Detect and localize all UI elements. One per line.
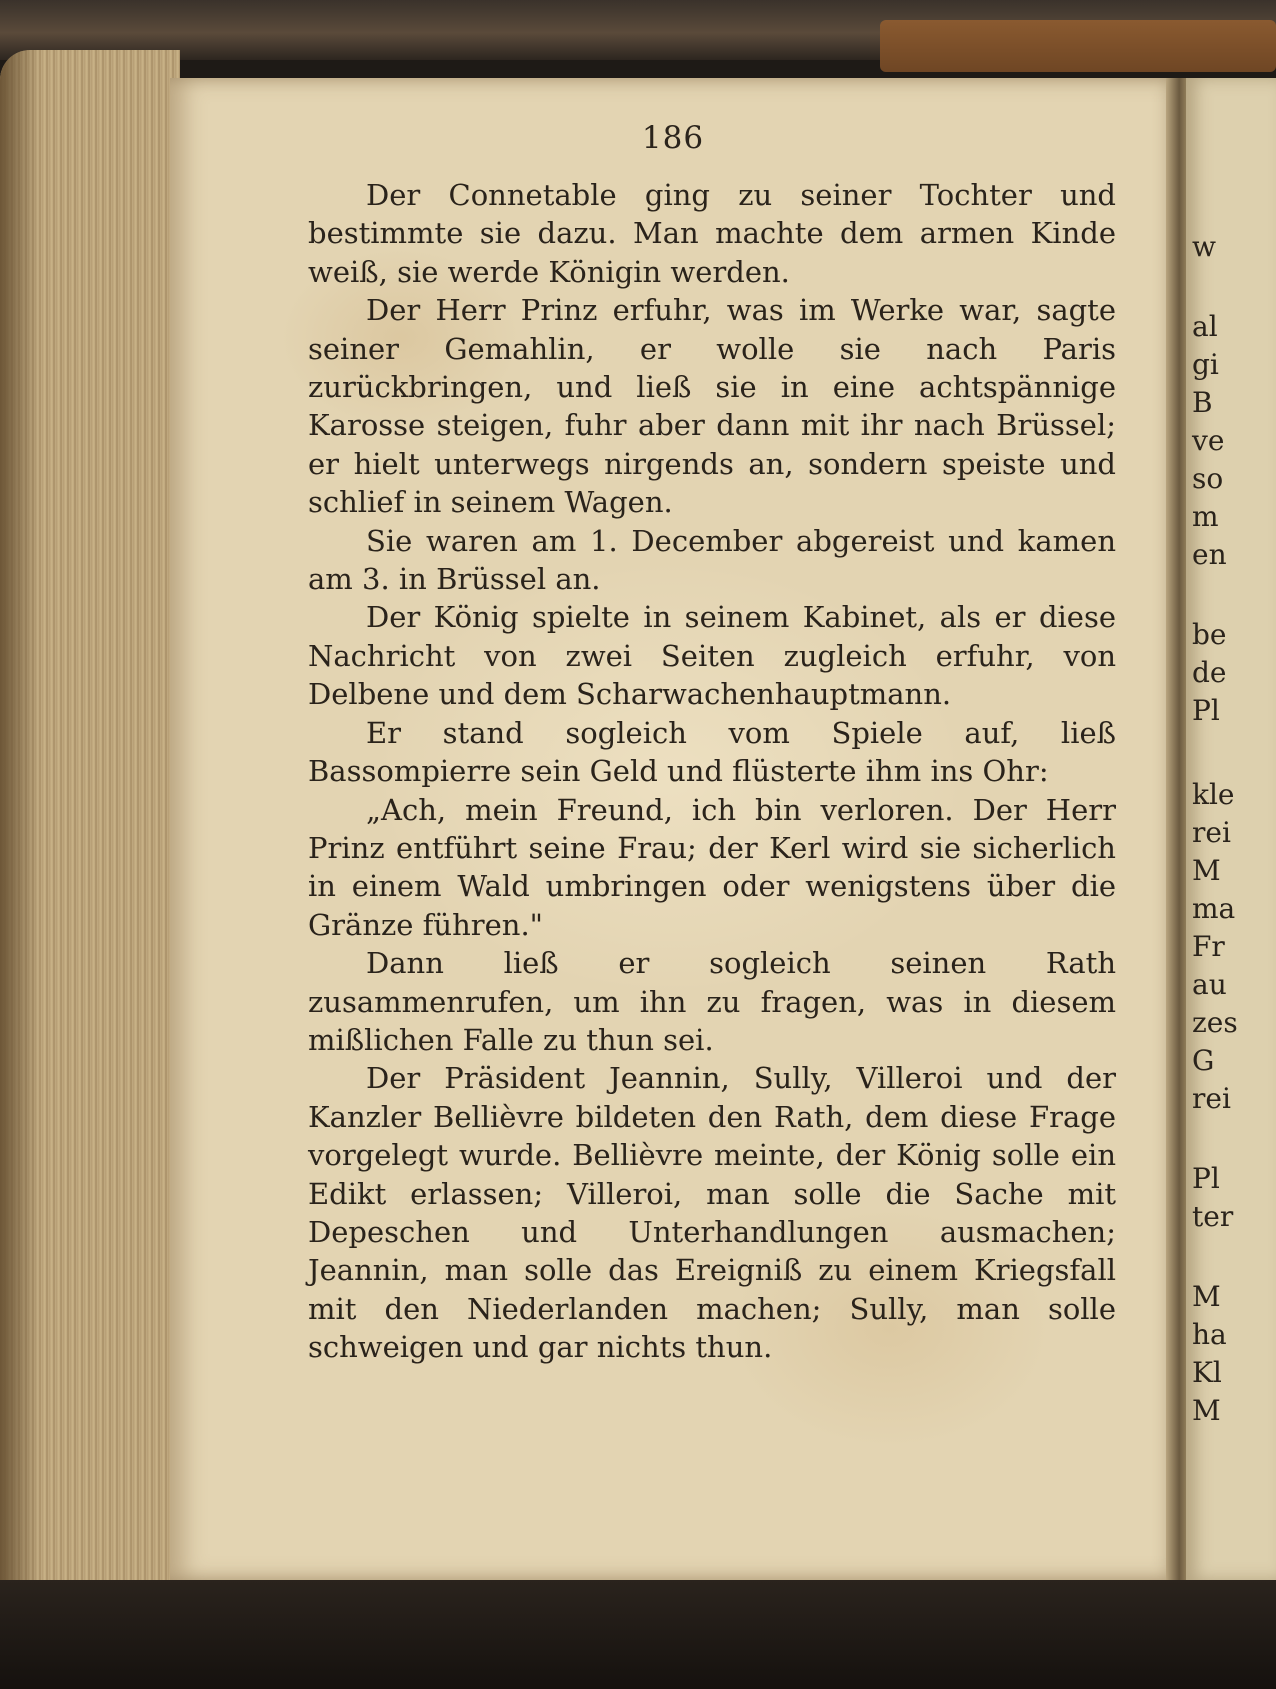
facing-page-fragment: M	[1192, 1280, 1221, 1313]
facing-page-fragment: gi	[1192, 348, 1219, 381]
page-gutter	[1166, 78, 1188, 1580]
paragraph: Der Präsident Jeannin, Sully, Villeroi und der Kanzler Bellièvre bildeten den Rath, dem diese Frage vorgelegt wurde. Bellièvre meinte, der König solle ein Edikt erlassen; Villeroi, man solle die Sache mit Depeschen und Unterhandlungen ausmachen; Jeannin, man solle das Ereigniß zu einem Kriegsfall mit den Niederlanden machen; Sully, man solle schweigen und gar nichts thun.	[308, 1061, 1116, 1365]
facing-page-fragment: G	[1192, 1044, 1215, 1077]
paragraph: Der König spielte in seinem Kabinet, als er diese Nachricht von zwei Seiten zugleich erfuhr, von Delbene und dem Scharwachenhauptmann.	[308, 600, 1116, 712]
facing-page-fragment: al	[1192, 310, 1218, 343]
facing-page-fragment: ter	[1192, 1200, 1234, 1233]
facing-page-fragment: M	[1192, 854, 1221, 887]
paragraph: „Ach, mein Freund, ich bin verloren. Der Herr Prinz entführt seine Frau; der Kerl wird sie sicherlich in einem Wald umbringen oder wenigstens über die Gränze führen."	[308, 792, 1116, 942]
paragraph: Dann ließ er sogleich seinen Rath zusammenrufen, um ihn zu fragen, was in diesem mißlichen Falle zu thun sei.	[308, 946, 1116, 1057]
facing-page-fragment: rei	[1192, 1082, 1231, 1115]
facing-page-fragment: Fr	[1192, 930, 1225, 963]
facing-page-fragment: M	[1192, 1394, 1221, 1427]
facing-page-fragment: zes	[1192, 1006, 1238, 1039]
book-spine-edge	[880, 20, 1276, 72]
facing-page-fragment: kle	[1192, 778, 1235, 811]
page-edges-shadow	[0, 50, 40, 1590]
page-number: 186	[641, 120, 705, 156]
facing-page-fragment: m	[1192, 500, 1219, 533]
facing-page-fragment: Pl	[1192, 694, 1220, 727]
paragraph: Sie waren am 1. December abgereist und kamen am 3. in Brüssel an.	[308, 523, 1116, 597]
facing-page-fragment: be	[1192, 618, 1227, 651]
background-surface	[0, 1580, 1276, 1689]
facing-page-fragment: ve	[1192, 424, 1225, 457]
facing-page-fragment: Kl	[1192, 1356, 1222, 1389]
facing-page-fragment: en	[1192, 538, 1227, 571]
paragraph: Er stand sogleich vom Spiele auf, ließ Bassompierre sein Geld und flüsterte ihm ins Ohr:	[308, 715, 1116, 789]
facing-page-fragment: Pl	[1192, 1162, 1220, 1195]
facing-page-fragment: au	[1192, 968, 1227, 1001]
page-body-text	[308, 176, 1116, 1367]
facing-page-cropped	[1186, 78, 1276, 1580]
facing-page-fragment: ha	[1192, 1318, 1227, 1351]
facing-page-fragment: rei	[1192, 816, 1231, 849]
book-page	[170, 78, 1176, 1580]
paragraph: Der Herr Prinz erfuhr, was im Werke war, sagte seiner Gemahlin, er wolle sie nach Paris zurückbringen, und ließ sie in eine achtspännige Karosse steigen, fuhr aber dann mit ihr nach Brüssel; er hielt unterwegs nirgends an, sondern speiste und schlief in seinem Wagen.	[308, 293, 1116, 520]
facing-page-fragment: so	[1192, 462, 1224, 495]
paragraph: Der Connetable ging zu seiner Tochter und bestimmte sie dazu. Man machte dem armen Kinde weiß, sie werde Königin werden.	[308, 178, 1116, 289]
facing-page-fragment: de	[1192, 656, 1227, 689]
facing-page-fragment: w	[1192, 230, 1216, 263]
facing-page-fragment: ma	[1192, 892, 1236, 925]
facing-page-fragment: B	[1192, 386, 1213, 419]
